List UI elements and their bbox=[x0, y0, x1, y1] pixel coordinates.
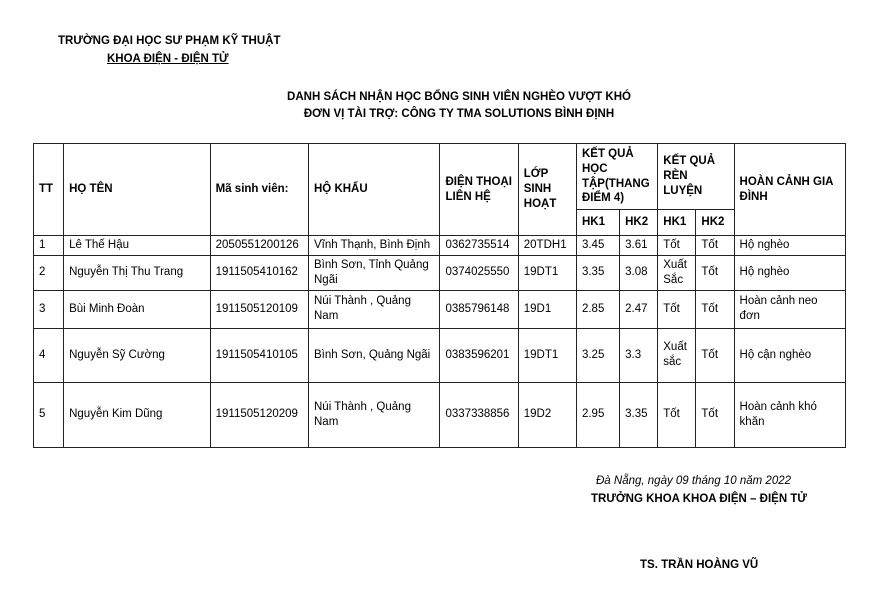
cell-tt: 1 bbox=[34, 236, 64, 256]
col-gpa-hk1: HK1 bbox=[576, 210, 619, 236]
cell-class: 19D1 bbox=[518, 290, 576, 328]
col-household: HỘ KHẨU bbox=[309, 144, 440, 236]
cell-phone: 0374025550 bbox=[440, 255, 518, 290]
cell-gpa-hk1: 3.35 bbox=[576, 255, 619, 290]
cell-situation: Hộ nghèo bbox=[734, 236, 845, 256]
table-row bbox=[34, 255, 846, 290]
col-situation: HOÀN CẢNH GIA ĐÌNH bbox=[734, 144, 845, 236]
col-conduct-hk2: HK2 bbox=[696, 210, 734, 236]
cell-gpa-hk2: 3.35 bbox=[620, 382, 658, 447]
sponsor-line: ĐƠN VỊ TÀI TRỢ: CÔNG TY TMA SOLUTIONS BÌNH ĐỊNH bbox=[303, 108, 615, 120]
cell-conduct-hk2: Tốt bbox=[696, 290, 734, 328]
cell-conduct-hk2: Tốt bbox=[696, 382, 734, 447]
cell-tt: 4 bbox=[34, 328, 64, 382]
cell-name: Nguyễn Sỹ Cường bbox=[64, 328, 211, 382]
school-name: TRƯỜNG ĐẠI HỌC SƯ PHẠM KỸ THUẬT bbox=[58, 35, 281, 47]
cell-student-id: 1911505120109 bbox=[210, 290, 308, 328]
scholarship-table bbox=[33, 143, 846, 448]
cell-situation: Hoàn cảnh neo đơn bbox=[734, 290, 845, 328]
table-row bbox=[34, 236, 846, 256]
cell-phone: 0383596201 bbox=[440, 328, 518, 382]
signer-name: TS. TRẦN HOÀNG VŨ bbox=[640, 559, 759, 571]
col-conduct-hk1: HK1 bbox=[658, 210, 696, 236]
table-row bbox=[34, 290, 846, 328]
cell-phone: 0362735514 bbox=[440, 236, 518, 256]
cell-tt: 3 bbox=[34, 290, 64, 328]
document-title: DANH SÁCH NHẬN HỌC BỔNG SINH VIÊN NGHÈO VƯỢT KHÓ bbox=[287, 91, 631, 103]
cell-name: Bùi Minh Đoàn bbox=[64, 290, 211, 328]
cell-phone: 0385796148 bbox=[440, 290, 518, 328]
cell-student-id: 1911505410162 bbox=[210, 255, 308, 290]
cell-household: Bình Sơn, Quảng Ngãi bbox=[309, 328, 440, 382]
cell-conduct-hk1: Tốt bbox=[658, 236, 696, 256]
cell-household: Vĩnh Thạnh, Bình Định bbox=[309, 236, 440, 256]
col-conduct: KẾT QUẢ RÈN LUYỆN bbox=[658, 144, 734, 210]
cell-gpa-hk2: 3.3 bbox=[620, 328, 658, 382]
cell-gpa-hk2: 2.47 bbox=[620, 290, 658, 328]
cell-name: Lê Thế Hậu bbox=[64, 236, 211, 256]
cell-household: Bình Sơn, Tỉnh Quảng Ngãi bbox=[309, 255, 440, 290]
cell-situation: Hộ cận nghèo bbox=[734, 328, 845, 382]
cell-conduct-hk1: Tốt bbox=[658, 290, 696, 328]
col-name: HỌ TÊN bbox=[64, 144, 211, 236]
cell-conduct-hk2: Tốt bbox=[696, 328, 734, 382]
cell-student-id: 1911505120209 bbox=[210, 382, 308, 447]
cell-name: Nguyễn Kim Dũng bbox=[64, 382, 211, 447]
cell-household: Núi Thành , Quảng Nam bbox=[309, 290, 440, 328]
cell-conduct-hk2: Tốt bbox=[696, 236, 734, 256]
col-gpa: KẾT QUẢ HỌC TẬP(THANG ĐIỂM 4) bbox=[576, 144, 657, 210]
cell-situation: Hộ nghèo bbox=[734, 255, 845, 290]
col-gpa-hk2: HK2 bbox=[620, 210, 658, 236]
cell-gpa-hk1: 2.95 bbox=[576, 382, 619, 447]
cell-gpa-hk2: 3.08 bbox=[620, 255, 658, 290]
cell-gpa-hk2: 3.61 bbox=[620, 236, 658, 256]
cell-conduct-hk1: Tốt bbox=[658, 382, 696, 447]
col-class: LỚP SINH HOẠT bbox=[518, 144, 576, 236]
cell-phone: 0337338856 bbox=[440, 382, 518, 447]
cell-household: Núi Thành , Quảng Nam bbox=[309, 382, 440, 447]
cell-gpa-hk1: 3.25 bbox=[576, 328, 619, 382]
col-phone: ĐIỆN THOẠI LIÊN HỆ bbox=[440, 144, 518, 236]
header-row bbox=[34, 144, 846, 210]
cell-class: 19D2 bbox=[518, 382, 576, 447]
cell-tt: 2 bbox=[34, 255, 64, 290]
table-row bbox=[34, 328, 846, 382]
cell-gpa-hk1: 3.45 bbox=[576, 236, 619, 256]
table-row bbox=[34, 382, 846, 447]
col-student-id: Mã sinh viên: bbox=[210, 144, 308, 236]
cell-conduct-hk1: Xuất sắc bbox=[658, 328, 696, 382]
cell-class: 19DT1 bbox=[518, 255, 576, 290]
dean-title: TRƯỞNG KHOA KHOA ĐIỆN – ĐIỆN TỬ bbox=[591, 493, 807, 505]
faculty-name: KHOA ĐIỆN - ĐIỆN TỬ bbox=[107, 53, 229, 65]
cell-conduct-hk2: Tốt bbox=[696, 255, 734, 290]
cell-situation: Hoàn cảnh khó khăn bbox=[734, 382, 845, 447]
col-tt: TT bbox=[34, 144, 64, 236]
place-date: Đà Nẵng, ngày 09 tháng 10 năm 2022 bbox=[596, 475, 792, 487]
cell-gpa-hk1: 2.85 bbox=[576, 290, 619, 328]
cell-tt: 5 bbox=[34, 382, 64, 447]
cell-conduct-hk1: Xuất Sắc bbox=[658, 255, 696, 290]
cell-class: 19DT1 bbox=[518, 328, 576, 382]
cell-student-id: 1911505410105 bbox=[210, 328, 308, 382]
cell-class: 20TDH1 bbox=[518, 236, 576, 256]
cell-name: Nguyễn Thị Thu Trang bbox=[64, 255, 211, 290]
cell-student-id: 2050551200126 bbox=[210, 236, 308, 256]
